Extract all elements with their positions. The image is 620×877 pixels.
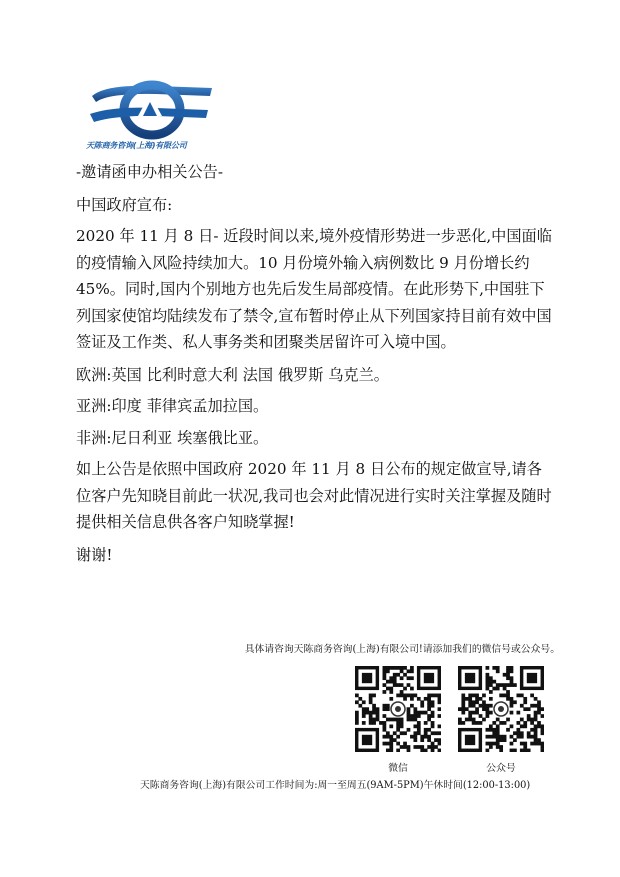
qr-code-icon	[458, 666, 544, 752]
notice-body	[76, 159, 556, 573]
notice-africa-list: 非洲:尼日利亚 埃塞俄比亚。	[76, 428, 269, 447]
notice-thanks: 谢谢!	[76, 545, 113, 564]
company-logo	[86, 70, 216, 152]
notice-europe-list: 欧洲:英国 比利时意大利 法国 俄罗斯 乌克兰。	[76, 365, 389, 384]
notice-title: -邀请函申办相关公告-	[76, 163, 223, 181]
official-account-qr-label: 公众号	[486, 763, 516, 774]
notice-paragraph-2: 如上公告是依照中国政府 2020 年 11 月 8 日公布的规定做宣导,请各位客户先知晓目前此一状况,我司也会对此情况进行实时关注掌握及随时提供相关信息供各客户知晓掌握!	[76, 460, 552, 531]
official-account-qr-code	[458, 666, 544, 752]
wechat-qr-code	[355, 666, 441, 752]
wechat-qr-label: 微信	[388, 763, 408, 774]
qr-code-icon	[355, 666, 441, 752]
notice-asia-list: 亚洲:印度 菲律宾孟加拉国。	[76, 397, 269, 415]
contact-note: 具体请咨询天陈商务咨询(上海)有限公司!请添加我们的微信号或公众号。	[244, 644, 560, 655]
company-logo-icon	[86, 70, 216, 140]
work-hours-note: 天陈商务咨询(上海)有限公司工作时间为:周一至周五(9AM-5PM)午休时间(12:00-13:00)	[140, 780, 531, 791]
notice-paragraph-1: 2020 年 11 月 8 日- 近段时间以来,境外疫情形势进一步恶化,中国面临的疫情输入风险持续加大。10 月份境外输入病例数比 9 月份增长约 45%。同时,国内个别地方也先后发生局部疫情。在此形势下,中国驻下列国家使馆均陆续发布了禁令,宣布暂时停止从下列国家持目前有效中国签证及工作类、私人事务类和团聚类居留许可入境中国。	[76, 227, 552, 351]
notice-subtitle: 中国政府宣布:	[76, 195, 173, 214]
company-logo-text: 天陈商务咨询(上海)有限公司	[86, 141, 187, 150]
